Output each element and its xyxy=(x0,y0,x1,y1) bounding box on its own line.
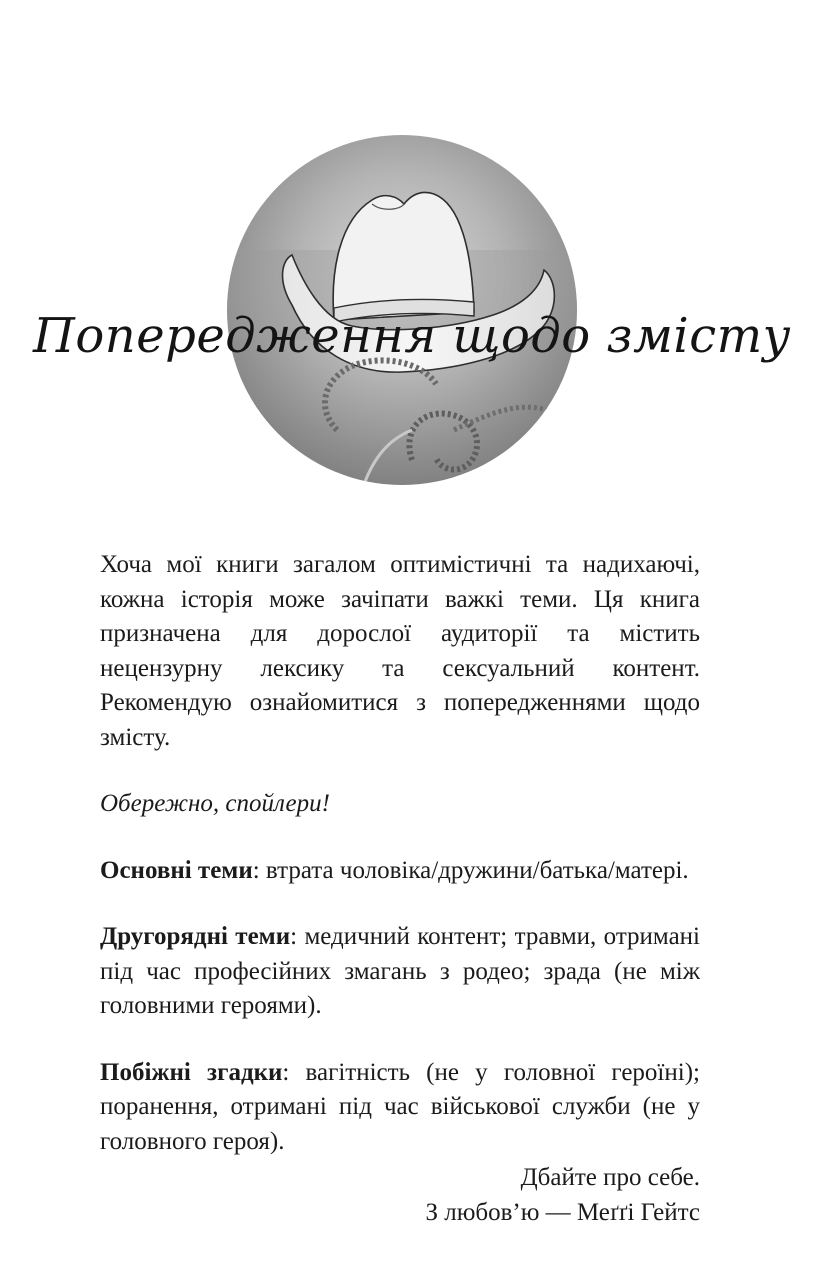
mentions-label: Побіжні згадки xyxy=(100,1058,283,1086)
secondary-themes-text: : медичний контент; травми, отримані під час професійних змагань з родео; зрада (не між головними героями). xyxy=(100,923,700,1019)
content-warning-text xyxy=(100,548,700,1230)
main-themes-label: Основні теми xyxy=(100,856,253,884)
signoff xyxy=(100,1161,700,1230)
intro-paragraph: Хоча мої книги загалом оптимістичні та надихаючі, кожна історія може зачіпати важкі теми. Ця книга призначена для дорослої аудиторії та містить нецензурну лексику та сексуальний контент. Рекомендую ознайомитися з попередженнями щодо змісту. xyxy=(100,551,700,751)
mentions-text: : вагітність (не у головної героїні); поранення, отримані під час військової служби (не у головного героя). xyxy=(100,1058,700,1155)
main-themes xyxy=(100,854,700,889)
signoff-line-1: Дбайте про себе. xyxy=(520,1164,700,1191)
secondary-themes xyxy=(100,920,700,1024)
main-themes-text: : втрата чоловіка/дружини/батька/матері. xyxy=(252,856,689,884)
secondary-themes-label: Другорядні теми xyxy=(100,923,291,950)
mentions xyxy=(100,1056,700,1160)
signoff-line-2: З любов’ю — Меґґі Гейтс xyxy=(425,1198,700,1226)
spoiler-warning: Обережно, спойлери! xyxy=(100,790,330,817)
page-title: Попередження щодо змісту xyxy=(33,308,791,364)
